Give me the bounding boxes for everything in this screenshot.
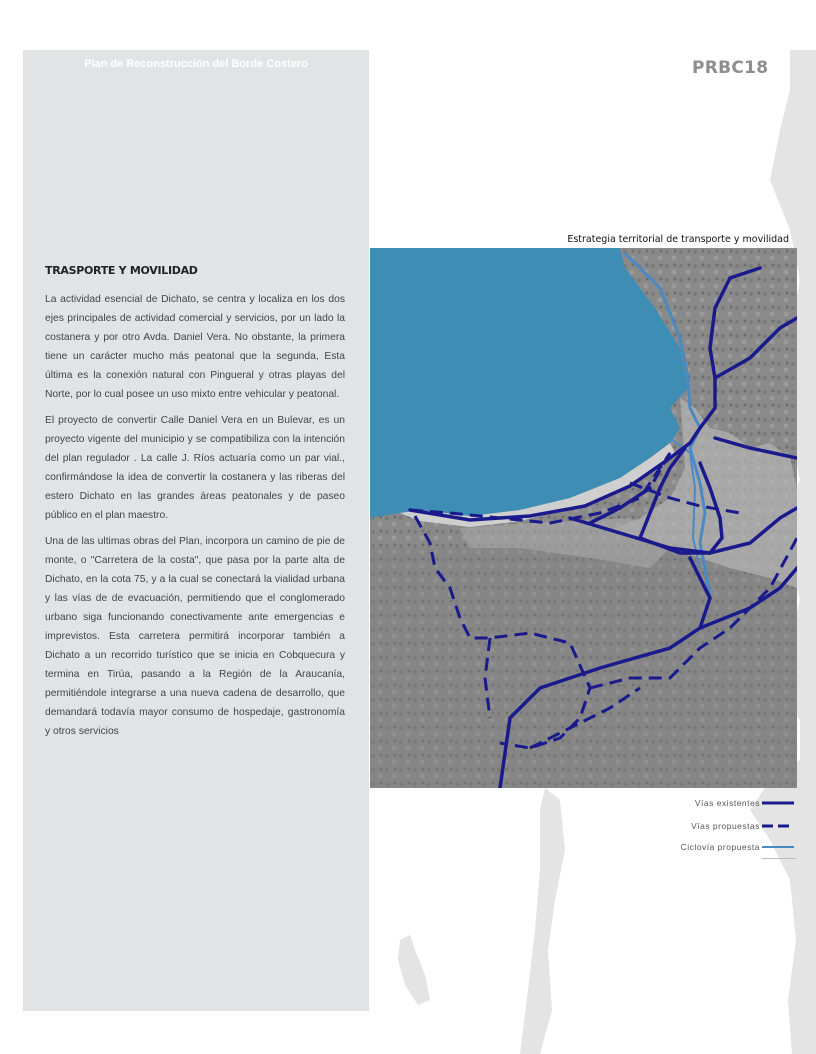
text-panel — [23, 50, 369, 1011]
legend-proposed-roads-swatch — [762, 823, 794, 829]
transport-map — [370, 248, 797, 788]
section-body — [45, 290, 345, 748]
paragraph: La actividad esencial de Dichato, se centra y localiza en los dos ejes principales de actividad comercial y servicios, por un lado la costanera y por otro Avda. Daniel Vera. No obstante, la primera tiene un carácter mucho más peatonal que la segunda, Esta última es la conexión natural con Pingueral y otras playas del Norte, por lo cual posee un uso mixto entre vehicular y peatonal. — [45, 294, 345, 400]
legend-bike-path-swatch — [762, 845, 794, 849]
section-title: TRASPORTE Y MOVILIDAD — [45, 264, 198, 277]
page-number: 23 — [730, 950, 792, 1001]
map-caption: Estrategia territorial de transporte y movilidad — [567, 234, 789, 245]
document-code: PRBC18 — [692, 58, 769, 78]
document-header-title: Plan de Reconstrucción del Borde Costero — [84, 58, 308, 70]
paragraph: Una de las ultimas obras del Plan, incorpora un camino de pie de monte, o "Carretera de la costa", que pasa por la parte alta de Dichato, en la cota 75, y a la cual se conectará la vialidad urbana y las vías de de evacuación, permitiendo que el conglomerado urbano siga funcionando conectivamente ante emergencias e imprevistos. Esta carretera permitirá incorporar también a Dichato a un recorrido turístico que se inicia en Cobquecura y termina en Tirúa, pasando a la Región de la Araucanía, permitiéndole integrarse a una nueva cadena de desarrollo, que demandará todavía mayor consumo de hospedaje, gastronomía y otros servicios — [45, 536, 345, 737]
legend-bike-path-label: Ciclovía propuesta — [680, 842, 760, 852]
legend-existing-roads-swatch — [762, 800, 794, 806]
legend-divider — [762, 858, 796, 859]
paragraph: El proyecto de convertir Calle Daniel Vera en un Bulevar, es un proyecto vigente del municipio y se compatibiliza con la intención del plan regulador . La calle J. Ríos actuaría como un par vial., confirmándose la idea de convertir la costanera y las riberas del estero Dichato en las grandes áreas peatonales y de paseo público en el plan maestro. — [45, 415, 345, 521]
legend-existing-roads-label: Vías existentes — [694, 798, 760, 808]
legend-proposed-roads-label: Vías propuestas — [691, 821, 760, 831]
